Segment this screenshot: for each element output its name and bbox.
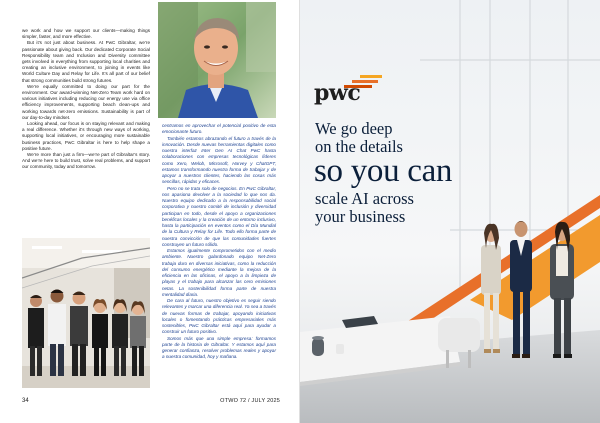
article-paragraph: But it’s not just about business. At PwC Gibraltar, we’re passionate about giving back. Our dedicated Corporate Social Responsibility team and Inclusion and Diversity committee gets involved in everything from supporting local charities and creating an inclusive environment, to joining in events like World Culture Day and Relay for Life. It’s all part of our belief that strong communities build strong futures. — [22, 40, 150, 83]
headline-bottom — [315, 190, 414, 226]
headline-line: We go deep — [315, 119, 393, 138]
article-paragraph: También estamos abrazando el futuro a través de la innovación. Desde nuevas herramientas digitales como nuestra interfaz Inter Gen AI Chat PwC hasta colaboraciones con empresas tecnológicas líderes como Xero, Welob, Microsoft, Harvey y ChatGPT, estamos transformando nuestra forma de trabajar y de apoyar a nuestros clientes, haciendo las cosas más sencillas, rápidas y eficaces. — [162, 135, 276, 185]
headline-top — [315, 120, 403, 156]
headline-emphasis: so you can — [314, 153, 453, 189]
publication-footer: OTWO 72 / JULY 2025 — [220, 398, 280, 404]
article-paragraph: De cara al futuro, nuestro objetivo es seguir siendo relevantes y marcar una diferencia real. Ya sea a través de nuevas formas de trabajar, apoyando iniciativas locales o fomentando prácticas empresariales más sostenibles, PwC Gibraltar está aquí para ayudar a construir un futuro positivo. — [162, 298, 276, 335]
pwc-advertisement — [300, 0, 600, 423]
article-paragraph: Somos más que una simple empresa: formamos parte de la historia de Gibraltar. Y estamos aquí para generar confianza, resolver problemas reales y apoyar a nuestra comunidad, hoy y mañana. — [162, 335, 276, 360]
portrait-photo — [158, 2, 276, 118]
article-paragraph: We’re more than just a firm—we’re part of Gibraltar’s story. And we’re here to build trust, solve real problems, and support our community, today and tomorrow. — [22, 152, 150, 170]
headline-line: your business — [315, 207, 406, 226]
article-paragraph: We’re equally committed to doing our part for the environment. Our award-winning Net-Zero Team work hard on various initiatives including reducing our energy use via office efficiency improvements, supporting beach clean-ups and working towards net-zero emissions. Sustainability is part of our day-to-day mindset. — [22, 83, 150, 120]
group-photo — [22, 238, 150, 388]
article-paragraph: Estamos igualmente comprometidos con el medio ambiente. Nuestro galardonado equipo Net-Zero trabaja duro en diversas iniciativas, como la reducción del consumo energético mediante la mejora de la eficiencia en las oficinas, el apoyo a la limpieza de playas y el trabajo para alcanzar las cero emisiones netas. La sostenibilidad forma parte de nuestra mentalidad diaria. — [162, 248, 276, 297]
headline-line: on the details — [315, 137, 403, 156]
pwc-logo-wordmark: pwc — [314, 80, 361, 106]
article-paragraph: Pero no se trata solo de negocios. En PwC Gibraltar, nos apasiona devolver a la sociedad lo que nos da. Nuestro equipo dedicado a la responsabilidad social corporativa y nuestro comité de inclusión y diversidad participan en todo, desde el apoyo a organizaciones benéficas locales y la creación de un entorno inclusivo, hasta la participación en eventos como el Día Mundial de la Cultura y Relay for Life. Todo ello forma parte de nuestra convicción de que las comunidades fuertes construyen un futuro sólido. — [162, 185, 276, 247]
page-number: 34 — [22, 398, 29, 404]
english-article-column — [22, 28, 150, 171]
article-paragraph: we work and how we support our clients—making things simpler, faster, and more effective. — [22, 28, 150, 40]
article-paragraph: Looking ahead, our focus is on staying relevant and making a real difference. Whether it’s through new ways of working, supporting local initiatives, or encouraging more sustainable business practices, PwC Gibraltar is here to help shape a positive future. — [22, 121, 150, 151]
spanish-article-column — [162, 123, 276, 361]
article-paragraph: centramos en aprovechar el potencial positivo de esta emocionante futuro. — [162, 123, 276, 135]
headline-line: scale AI across — [315, 189, 414, 208]
